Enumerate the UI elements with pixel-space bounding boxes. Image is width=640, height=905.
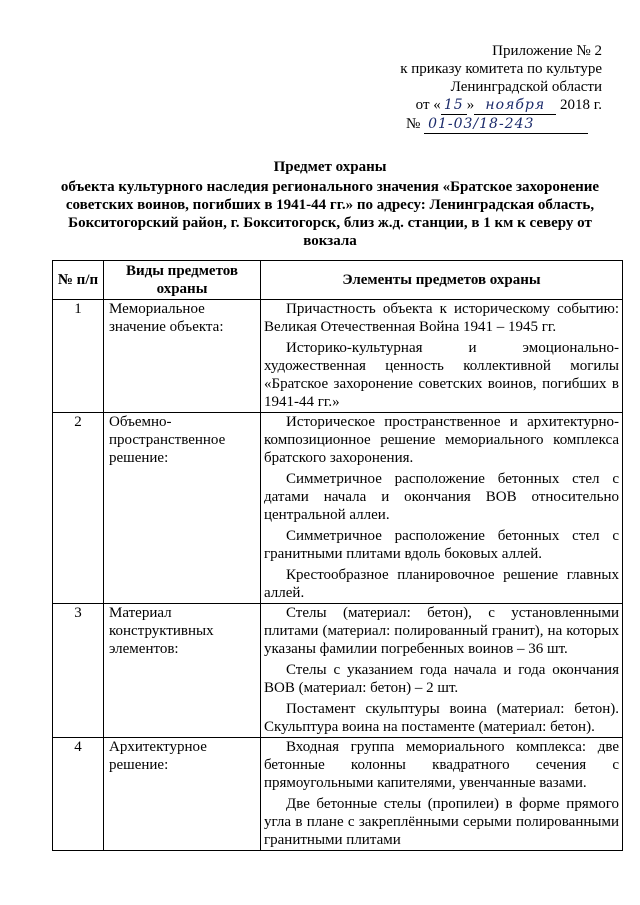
number-value: 01-03/18-243 <box>424 115 588 134</box>
row-paragraph: Две бетонные стелы (пропилеи) в форме прямого угла в плане с закреплёнными серыми полированными гранитными плитами <box>264 796 619 848</box>
region-name: Ленинградской области <box>450 79 602 95</box>
row-elements <box>261 413 623 604</box>
table-row <box>53 604 623 738</box>
table-row <box>53 738 623 851</box>
row-elements <box>261 604 623 738</box>
row-paragraph: Стелы (материал: бетон), с установленными плитами (материал: полированный гранит), на которых указаны фамилии погребенных воинов – 36 шт. <box>264 605 619 657</box>
title-subtitle: объекта культурного наследия регионального значения «Братское захоронение советских воинов, погибших в 1941-44 гг.» по адресу: Ленинградская область, Бокситогорский район, г. Бокситогорск, близ ж.д. станции, в 1 км к северу от вокзала <box>60 179 600 249</box>
row-kind-label: Архитектурное решение: <box>109 739 207 773</box>
order-reference: к приказу комитета по культуре <box>400 61 602 77</box>
table-row <box>53 300 623 413</box>
number-prefix: № <box>406 116 421 132</box>
row-kind-label: Мемориальное значение объекта: <box>109 301 224 335</box>
table-row <box>53 413 623 604</box>
row-num: 2 <box>53 413 104 604</box>
date-prefix: от « <box>415 97 441 113</box>
header-elements: Элементы предметов охраны <box>261 261 623 300</box>
row-paragraph: Входная группа мемориального комплекса: две бетонные колонны квадратного сечения с прямоугольными капителями, увенчанные вазами. <box>264 739 619 791</box>
row-paragraph: Постамент скульптуры воина (материал: бетон). Скульптура воина на постаменте (материал: бетон). <box>264 701 619 735</box>
table-header-row <box>53 261 623 300</box>
table-body <box>53 300 623 851</box>
order-number <box>392 115 602 134</box>
row-num: 3 <box>53 604 104 738</box>
date-mid: » <box>466 97 475 113</box>
row-elements <box>261 300 623 413</box>
date-month: ноября <box>474 96 556 115</box>
row-paragraph: Симметричное расположение бетонных стел с датами начала и окончания ВОВ относительно центральной аллеи. <box>264 471 619 523</box>
row-elements <box>261 738 623 851</box>
row-paragraph: Стелы с указанием года начала и года окончания ВОВ (материал: бетон) – 2 шт. <box>264 662 619 696</box>
appendix-label: Приложение № 2 <box>492 43 602 59</box>
date-year: 2018 г. <box>560 97 602 113</box>
row-kind <box>104 604 261 738</box>
row-paragraph: Причастность объекта к историческому событию: Великая Отечественная Война 1941 – 1945 гг. <box>264 301 619 335</box>
row-kind <box>104 300 261 413</box>
row-paragraph: Симметричное расположение бетонных стел с гранитными плитами вдоль боковых аллей. <box>264 528 619 562</box>
date-day: 15 <box>441 96 467 115</box>
header-num: № п/п <box>53 261 104 300</box>
header-kind: Виды предметов охраны <box>104 261 261 300</box>
title-main: Предмет охраны <box>273 159 387 175</box>
row-num: 1 <box>53 300 104 413</box>
row-kind <box>104 413 261 604</box>
row-kind-label: Объемно-пространственное решение: <box>109 414 226 466</box>
document-header <box>392 42 602 134</box>
row-num: 4 <box>53 738 104 851</box>
row-paragraph: Историческое пространственное и архитектурно-композиционное решение мемориального комплекса братского захоронения. <box>264 414 619 466</box>
document-title <box>60 158 600 250</box>
row-paragraph: Историко-культурная и эмоционально-художественная ценность коллективной могилы «Братское захоронение советских воинов, погибших в 1941-44 гг.» <box>264 340 619 410</box>
order-date <box>392 96 602 115</box>
row-kind <box>104 738 261 851</box>
row-paragraph: Крестообразное планировочное решение главных аллей. <box>264 567 619 601</box>
row-kind-label: Материал конструктивных элементов: <box>109 605 214 657</box>
protection-table <box>52 260 623 851</box>
